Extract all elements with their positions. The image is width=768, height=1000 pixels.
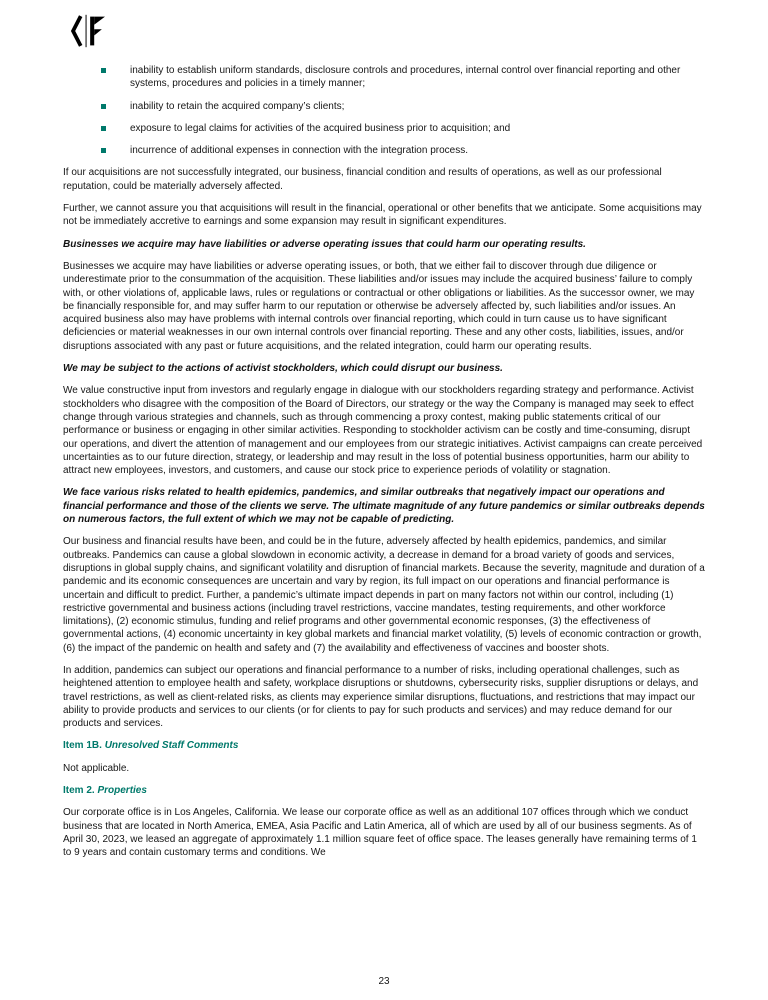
bullet-square-icon: [101, 104, 106, 109]
page-content: [63, 12, 707, 869]
page-number: 23: [378, 976, 390, 987]
korn-ferry-logo-icon: [69, 14, 105, 48]
item-2-body: Our corporate office is in Los Angeles, California. We lease our corporate office as well as an additional 107 offices through which we conduct business that are located in North America, EMEA, Asia Pacific and Latin America, all of which are used by all of our business segments. As of April 30, 2023, we leased an aggregate of approximately 1.1 million square feet of office space. The leases generally have remaining terms of 1 to 9 years and contain customary terms and conditions. We: [63, 807, 697, 859]
item-1b-heading: [63, 739, 707, 752]
risk-heading-liabilities: Businesses we acquire may have liabilities or adverse operating issues that could harm our operating results.: [63, 238, 586, 250]
item-2-heading: [63, 784, 707, 797]
item-2-title: Properties: [97, 785, 147, 797]
item-1b-body: Not applicable.: [63, 762, 130, 774]
list-item: [63, 144, 707, 157]
list-item: [63, 122, 707, 135]
list-item: [63, 64, 707, 91]
item-2-label: Item 2.: [63, 785, 95, 797]
risk-heading-activist: We may be subject to the actions of activist stockholders, which could disrupt our business.: [63, 363, 503, 375]
paragraph-liabilities: Businesses we acquire may have liabilities or adverse operating issues, or both, that we either fail to discover through due diligence or underestimate prior to the consummation of the acquisition. These liabilities and/or issues may include the acquired business’ failure to comply with, or other violations of, applicable laws, rules or regulations or contractual or other obligations or liabilities. As the successor owner, we may be financially responsible for, and may suffer harm to our reputation or otherwise be adversely affected by, such liabilities and/or issues. An acquired business also may have problems with internal controls over financial reporting, which could in turn cause us to have significant deficiencies or material weaknesses in our own internal controls over financial reporting. These and any other costs, liabilities, issues, and/or disruptions associated with any past or future acquisitions, and the related integration, could harm our operating results.: [63, 260, 695, 352]
list-item-text: inability to establish uniform standards, disclosure controls and procedures, internal control over financial reporting and other systems, procedures and policies in a timely manner;: [130, 65, 681, 90]
list-item-text: incurrence of additional expenses in connection with the integration process.: [130, 145, 468, 157]
risk-heading-pandemic: We face various risks related to health epidemics, pandemics, and similar outbreaks that negatively impact our operations and financial performance and those of the clients we serve. The ultimate magnitude of any future pandemics or similar outbreaks depends on numerous factors, the full extent of which we may not be capable of predicting.: [63, 487, 705, 526]
bullet-square-icon: [101, 126, 106, 131]
item-1b-label: Item 1B.: [63, 740, 102, 752]
list-item: [63, 100, 707, 113]
paragraph-pandemic-2: In addition, pandemics can subject our operations and financial performance to a number of risks, including operational challenges, such as heightened attention to employee health and safety, workplace disruptions or shutdowns, cybersecurity risks, supplier disruptions or delays, and travel restrictions, as well as client-related risks, as clients may experience similar disruptions, fluctuations, and restrictions that may impact our ability to provide products and services to our clients (or for clients to pay for such products and services) and may reduce demand for our products and services.: [63, 664, 699, 730]
paragraph-no-assurance: Further, we cannot assure you that acquisitions will result in the financial, operational or other benefits that we anticipate. Some acquisitions may not be immediately accretive to earnings and some expansion may result in significant expenditures.: [63, 203, 702, 228]
bullet-square-icon: [101, 68, 106, 73]
paragraph-integration: If our acquisitions are not successfully integrated, our business, financial condition and results of operations, as well as our professional reputation, could be materially adversely affected.: [63, 167, 662, 192]
risk-bullet-list: [63, 64, 707, 157]
list-item-text: exposure to legal claims for activities of the acquired business prior to acquisition; and: [130, 122, 511, 134]
paragraph-activist: We value constructive input from investors and regularly engage in dialogue with our stockholders regarding strategy and performance. Activist stockholders who disagree with the composition of the Board of Directors, our strategy or the way the Company is managed may seek to effect change through various strategies and channels, such as through commencing a proxy contest, making public statements critical of our performance or business or engaging in other similar activities. Responding to stockholder activism can be costly and time-consuming, disrupt our operations, and divert the attention of management and our employees from our strategic initiatives. Activist campaigns can create perceived uncertainties as to our future direction, strategy, or leadership and may result in the loss of potential business opportunities, harm our ability to attract new employees, investors, and customers, and cause our stock price to experience periods of volatility or stagnation.: [63, 385, 703, 477]
list-item-text: inability to retain the acquired company’s clients;: [130, 100, 345, 112]
bullet-square-icon: [101, 148, 106, 153]
item-1b-title: Unresolved Staff Comments: [104, 740, 239, 752]
paragraph-pandemic-1: Our business and financial results have been, and could be in the future, adversely affected by health epidemics, pandemics, and similar outbreaks. Pandemics can cause a global slowdown in economic activity, a decrease in demand for a broad variety of goods and services, disruptions in global supply chains, and significant volatility and disruption of financial markets. Because the severity, magnitude and duration of a pandemic and its economic consequences are uncertain and vary by region, its full impact on our operations and financial performance is uncertain and difficult to predict. Further, a pandemic’s ultimate impact depends in part on many factors not within our control, including (1) restrictive governmental and business actions (including travel restrictions, vaccine mandates, testing requirements, and other workforce limitations), (2) economic stimulus, funding and relief programs and other governmental economic responses, (3) the effectiveness of governmental actions, (4) economic uncertainty in key global markets and financial market volatility, (5) levels of economic contraction or growth, (6) the impact of the pandemic on health and safety and (7) the availability and effectiveness of vaccines and booster shots.: [63, 536, 705, 654]
